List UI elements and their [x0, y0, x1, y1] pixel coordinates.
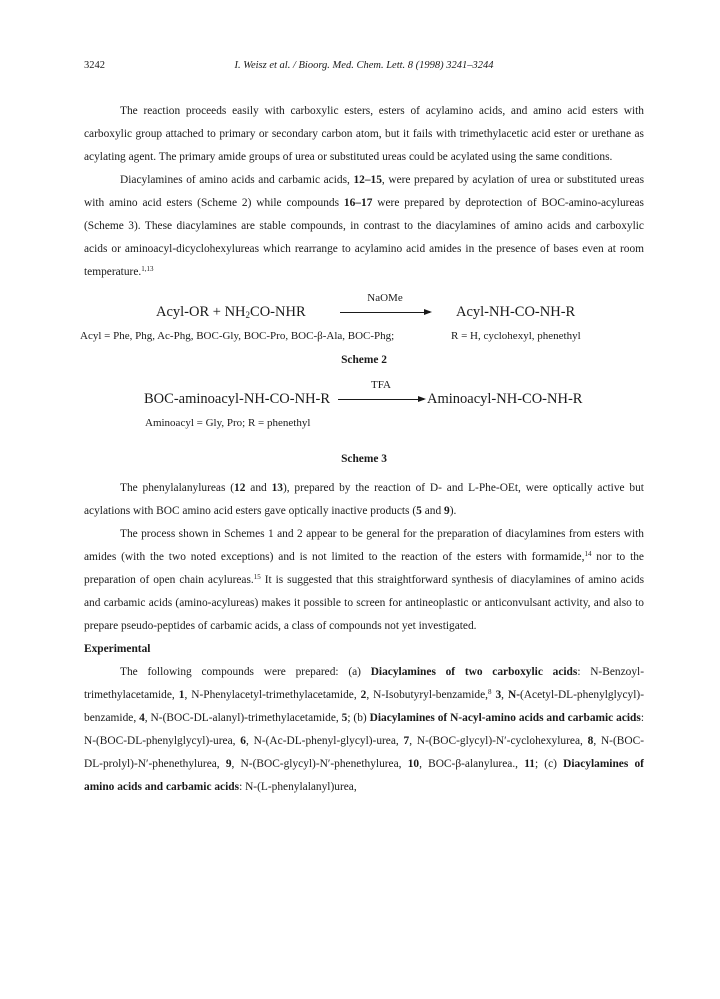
compound-ref: 7 — [403, 735, 410, 747]
citation-superscript: 15 — [253, 573, 261, 581]
text-run: (Acetyl-DL-phenylglycyl)-benzamide, — [84, 689, 644, 724]
text-run: , N-Isobutyryl-benzamide, — [366, 689, 488, 701]
journal-citation: I. Weisz et al. / Bioorg. Med. Chem. Lett. 8 (1998) 3241–3244 — [234, 60, 494, 71]
reactant-text: CO-NHR — [250, 304, 306, 320]
arrow-head — [424, 309, 432, 315]
citation-superscript: 14 — [584, 550, 592, 558]
compound-ref: 13 — [271, 482, 283, 494]
text-run: were prepared by deprotection of BOC-amino-acylureas (Scheme 3). These diacylamines are stable compounds, in contrast to the diacylamines of amino acids and carboxylic acids or aminoacyl-dicyclohexylureas which rearrange to acylamino acid amides in the presence of bases even at room temperature. — [84, 197, 644, 278]
scheme-2 — [80, 284, 644, 381]
subscript: 2 — [245, 310, 251, 320]
section-heading-experimental: Experimental — [84, 643, 151, 655]
text-run: ; (c) — [534, 758, 564, 770]
text-run: : N-Benzoyl-trimethylacetamide, — [84, 666, 644, 701]
text-run: , N-(BOC-DL-alanyl)-trimethylacetamide, — [144, 712, 342, 724]
compound-ref: 5 — [341, 712, 348, 724]
compound-ref: 12 — [234, 482, 246, 494]
text-run: : N-(L-phenylalanyl)urea, — [239, 781, 357, 793]
citation-superscript: 8 — [487, 688, 492, 696]
paragraph-reaction-scope: The reaction proceeds easily with carboxylic esters, esters of acylamino acids, and amino acid esters with carboxylic group attached to primary or secondary carbon atom, but it fails with trimethylacetic acid ester or urethane as acylating agent. The primary amide groups of urea or substituted ureas could be acylated using the same conditions. — [84, 105, 644, 163]
scheme3-reactant: BOC-aminoacyl-NH-CO-NH-R — [144, 391, 331, 407]
arrow-head — [418, 396, 426, 402]
scheme2-reagent: NaOMe — [367, 292, 403, 304]
text-run: , N-Phenylacetyl-trimethylacetamide, — [184, 689, 361, 701]
article-body — [80, 100, 645, 799]
text-run: , N-(BOC-glycyl)-N′-phenethylurea, — [231, 758, 408, 770]
compound-ref: 1 — [178, 689, 185, 701]
category-label: Diacylamines of two carboxylic acids — [370, 666, 578, 678]
scheme2-acyl-definition: Acyl = Phe, Phg, Ac-Phg, BOC-Gly, BOC-Pro, BOC-β-Ala, BOC-Phg; — [80, 330, 395, 342]
citation-superscript: 1,13 — [141, 265, 154, 273]
compound-ref: 2 — [360, 689, 367, 701]
compound-ref: 10 — [407, 758, 420, 770]
text-run: , N-(Ac-DL-phenyl-glycyl)-urea, — [245, 735, 404, 747]
text-run: The phenylalanylureas ( — [120, 482, 235, 494]
text-run: ; (b) — [347, 712, 370, 724]
category-label: Diacylamines of amino acids and carbamic acids — [84, 758, 644, 793]
scheme2-r-definition: R = H, cyclohexyl, phenethyl — [451, 330, 581, 342]
text-run: ). — [449, 505, 457, 517]
text-run: nor to the preparation of open chain acylureas. — [84, 551, 644, 586]
compound-ref: 3 — [495, 689, 502, 701]
text-run: , N-(BOC-glycyl)-N′-cyclohexylurea, — [409, 735, 588, 747]
scheme2-title: Scheme 2 — [341, 354, 387, 366]
scheme2-reaction-arrow — [340, 292, 430, 316]
scheme3-reagent: TFA — [371, 379, 391, 391]
running-header — [84, 60, 644, 74]
text-run: The process shown in Schemes 1 and 2 appear to be general for the preparation of diacylamines from esters with amides (with the two noted exceptions) and is not limited to the reaction of the esters with formamide, — [84, 528, 644, 563]
text-run: , — [501, 689, 508, 701]
text-run: It is suggested that this straightforward synthesis of diacylamines of amino acids and carbamic acids (amino-acylureas) makes it possible to screen for antineoplastic or anticonvulsant activity, and also to prepare pseudo-peptides of carbamic acids, a class of compounds not yet investigated. — [84, 574, 645, 632]
compound-ref: 9 — [444, 505, 450, 517]
scheme3-title: Scheme 3 — [341, 453, 387, 465]
bold-run: N- — [507, 689, 520, 701]
reactant-text: Acyl-OR + NH — [156, 304, 246, 320]
paragraph-diacylamines — [84, 169, 644, 284]
scheme3-product: Aminoacyl-NH-CO-NH-R — [427, 391, 583, 407]
compound-ref: 16–17 — [343, 197, 373, 209]
text-run: The following compounds were prepared: (a) — [120, 666, 371, 678]
text-run: , BOC-β-alanylurea., — [419, 758, 525, 770]
paragraph-phenylalanylureas — [84, 477, 644, 523]
arrow-line — [338, 399, 424, 400]
arrow-line — [340, 312, 430, 313]
text-run: , N-(BOC-DL-prolyl)-N′-phenethylurea, — [84, 735, 644, 770]
text-run: Diacylamines of amino acids and carbamic acids, — [120, 174, 354, 186]
text-run: and — [421, 505, 444, 517]
scheme3-reaction-arrow — [338, 379, 424, 403]
page-number: 3242 — [84, 60, 105, 71]
text-run: : N-(BOC-DL-phenylglycyl)-urea, — [84, 712, 644, 747]
paragraph-process-general — [84, 523, 644, 638]
paragraph-experimental-compounds — [84, 661, 644, 799]
scheme-3 — [84, 381, 644, 477]
compound-ref: 6 — [240, 735, 246, 747]
compound-ref: 8 — [587, 735, 594, 747]
compound-ref: 12–15 — [353, 174, 382, 186]
scheme2-product: Acyl-NH-CO-NH-R — [456, 304, 576, 320]
compound-ref: 9 — [225, 758, 232, 770]
compound-ref: 5 — [416, 505, 422, 517]
text-run: , were prepared by acylation of urea or substituted ureas with amino acid esters (Scheme 2) while compounds — [84, 174, 644, 209]
category-label: Diacylamines of N-acyl-amino acids and carbamic acids — [369, 712, 641, 724]
scheme2-reactants — [156, 304, 306, 321]
compound-ref: 11 — [524, 758, 535, 770]
text-run: and — [245, 482, 272, 494]
text-run: ), prepared by the reaction of D- and L-Phe-OEt, were optically active but acylations with BOC amino acid esters gave optically inactive products ( — [84, 482, 644, 517]
compound-ref: 4 — [139, 712, 145, 724]
scheme3-definition: Aminoacyl = Gly, Pro; R = phenethyl — [145, 417, 311, 429]
